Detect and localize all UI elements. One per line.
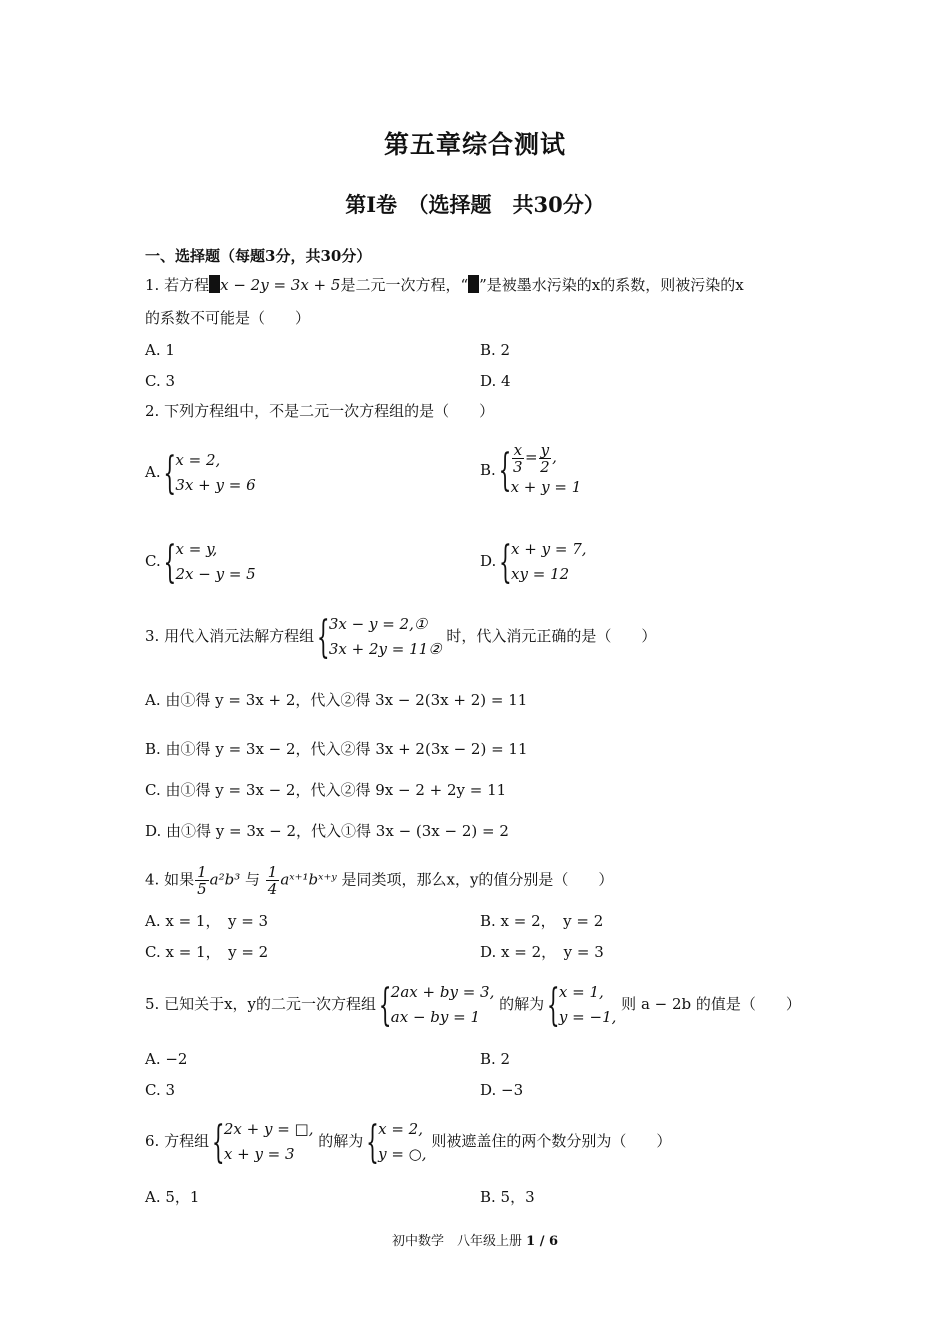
question-4-stem: 4. 如果 $\frac{1}{5}$ a²b³ 与 $\frac{1}{4}$ aˣ⁺¹bˣ⁺ʸ 是同类项，那么x，y的值分别是（ ） bbox=[145, 863, 614, 898]
q2-option-c: C. { x = y, 2x − y = 5 bbox=[145, 537, 256, 587]
page-title: 第五章综合测试 bbox=[383, 130, 566, 159]
q3-option-c: C. 由①得 y = 3x − 2，代入②得 9x − 2 + 2y = 11 bbox=[145, 781, 507, 799]
fraction: { $\frac{x}{3}$ bbox=[513, 440, 523, 476]
q1-option-c: C. 3 bbox=[145, 372, 176, 390]
solution-system: { x = 1, y = −1, bbox=[549, 980, 616, 1030]
q3-option-b: B. 由①得 y = 3x − 2，代入②得 3x + 2(3x − 2) = 11 bbox=[145, 740, 528, 758]
question-5-stem: 5. 已知关于x，y的二元一次方程组 { 2ax + by = 3, ax − by = 1 的解为 { x = 1, y = −1, 则 a − 2b 的值是（ ） bbox=[145, 980, 801, 1030]
page-footer: 初中数学 八年级上册 1 / 6 bbox=[391, 1234, 559, 1249]
q3-option-d: D. 由①得 y = 3x − 2，代入①得 3x − (3x − 2) = 2 bbox=[145, 822, 509, 840]
equation-system: { 2ax + by = 3, ax − by = 1 bbox=[381, 980, 495, 1030]
equation-system: { $\frac{x}{3}$ = $\frac{y}{2}$ , x + y = 1 bbox=[501, 440, 582, 500]
q4-option-c: C. x = 1， y = 2 bbox=[145, 943, 269, 961]
q1-option-a: A. 1 bbox=[145, 341, 175, 359]
q6-option-b: B. 5，3 bbox=[480, 1188, 535, 1206]
fraction: $\frac{1}{5}$ bbox=[197, 863, 207, 898]
equation-system: { 3x − y = 2,① 3x + 2y = 11② bbox=[319, 612, 442, 662]
equation-system: { 2x + y = □, x + y = 3 bbox=[214, 1117, 314, 1167]
ink-blot-icon bbox=[468, 275, 479, 293]
q3-option-a: A. 由①得 y = 3x + 2，代入②得 3x − 2(3x + 2) = 11 bbox=[145, 691, 528, 709]
q4-option-d: D. x = 2， y = 3 bbox=[480, 943, 604, 961]
equation-system: { x + y = 7, xy = 12 bbox=[501, 537, 586, 587]
page-number: 1 / 6 bbox=[526, 1234, 559, 1249]
question-1-stem: 1. 若方程 x − 2y = 3x + 5是二元一次方程，“ ”是被墨水污染的x的系数，则被污染的x bbox=[145, 276, 744, 294]
section-heading: 一、选择题（每题3分，共30分） bbox=[145, 247, 372, 265]
equation-system: { x = y, 2x − y = 5 bbox=[166, 537, 256, 587]
q1-option-b: B. 2 bbox=[480, 341, 511, 359]
fraction: $\frac{1}{4}$ bbox=[267, 863, 278, 898]
page-subtitle: 第Ⅰ卷 （选择题 共30分） bbox=[345, 192, 605, 217]
q5-option-c: C. 3 bbox=[145, 1081, 176, 1099]
q5-option-d: D. −3 bbox=[480, 1081, 524, 1099]
fraction: $\frac{y}{2}$ bbox=[540, 440, 550, 476]
q5-option-a: A. −2 bbox=[145, 1050, 188, 1068]
q2-option-d: D. { x + y = 7, xy = 12 bbox=[480, 537, 587, 587]
equation-system: { x = 2, 3x + y = 6 bbox=[165, 448, 255, 498]
q2-option-a: A. { x = 2, 3x + y = 6 bbox=[145, 448, 256, 498]
ink-blot-icon bbox=[209, 275, 220, 293]
q6-option-a: A. 5，1 bbox=[145, 1188, 200, 1206]
q2-option-b: B. { $\frac{x}{3}$ = $\frac{y}{2}$ , x + y = 1 bbox=[480, 440, 581, 500]
q1-option-d: D. 4 bbox=[480, 372, 511, 390]
question-6-stem: 6. 方程组 { 2x + y = □, x + y = 3 的解为 { x = 2, y = ○, 则被遮盖住的两个数分别为（ ） bbox=[145, 1117, 671, 1167]
q5-option-b: B. 2 bbox=[480, 1050, 511, 1068]
question-3-stem: 3. 用代入消元法解方程组 { 3x − y = 2,① 3x + 2y = 11② 时，代入消元正确的是（ ） bbox=[145, 612, 656, 662]
solution-system: { x = 2, y = ○, bbox=[368, 1117, 426, 1167]
q4-option-a: A. x = 1， y = 3 bbox=[145, 912, 269, 930]
question-2-stem: 2. 下列方程组中，不是二元一次方程组的是（ ） bbox=[145, 402, 495, 420]
question-1-stem-line2: 的系数不可能是（ ） bbox=[145, 309, 311, 327]
q4-option-b: B. x = 2， y = 2 bbox=[480, 912, 604, 930]
